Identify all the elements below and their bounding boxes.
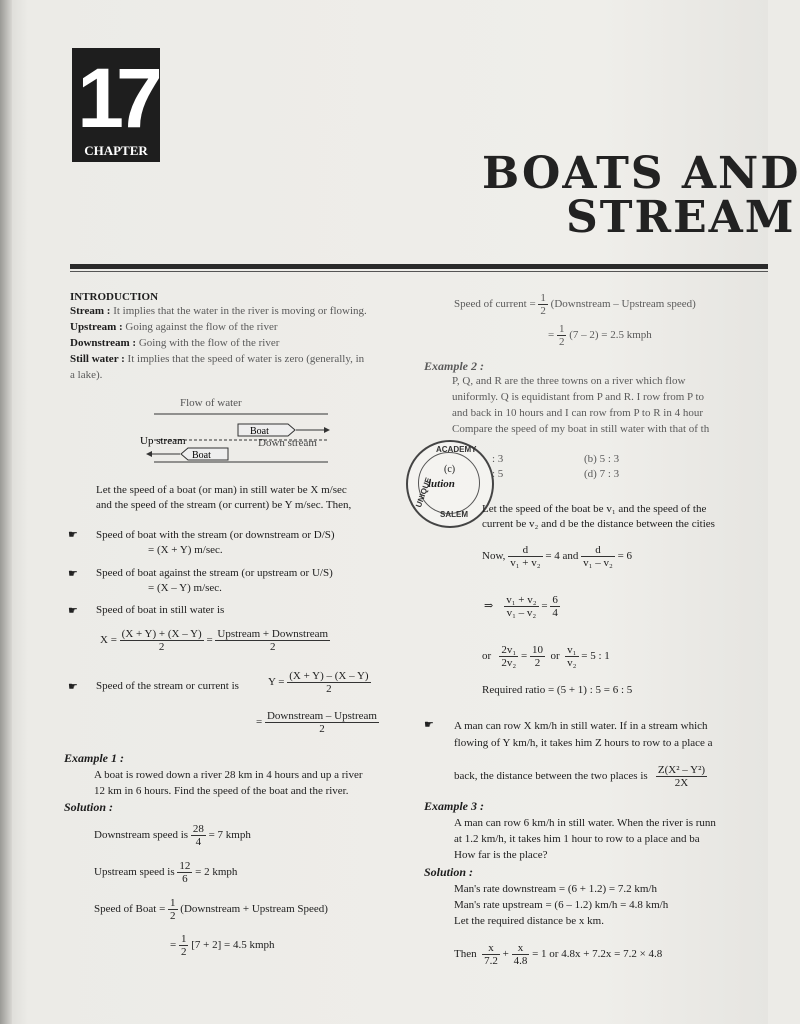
formula-stream-alt: = $\frac{\text{Downstream – Upstream}}{2}$	[256, 710, 377, 735]
example-1-solution: Solution :	[64, 800, 114, 814]
example-3-s3: Let the required distance be x km.	[454, 915, 604, 927]
chapter-label: CHAPTER	[84, 143, 148, 158]
hand-pointer-icon: ☛	[68, 681, 78, 693]
example-1-q2: 12 km in 6 hours. Find the speed of the boat and the river.	[94, 785, 349, 797]
example-2-sol-1: Let the speed of the boat be v₁ and the speed of the	[482, 503, 707, 515]
let-line-1: Let the speed of a boat (or man) in still water be X m/sec	[96, 484, 347, 496]
bullet-upstream: Speed of boat against the stream (or upstream or U/S)	[96, 567, 333, 579]
example-2-ratio-1: ⇒ $\frac{\text{v₁ + v₂}}{\text{v₁ – v₂}}$ = $\frac{6}{4}$	[484, 594, 558, 619]
example-1-heading: Example 1 :	[64, 751, 124, 765]
example-2-heading: Example 2 :	[424, 359, 484, 373]
speed-of-current: Speed of current = $\frac{1}{2}$ (Downstream – Upstream speed)	[454, 292, 696, 317]
chapter-badge	[72, 48, 160, 162]
example-2-ratio-2: or $\frac{\text{2v₁}}{\text{2v₂}}$ = $\frac{10}{2}$ or $\frac{\text{v₁}}{\text{v₂}}$ = 5 : 1	[482, 644, 610, 669]
def-stream: Stream : It implies that the water in the river is moving or flowing.	[70, 305, 367, 317]
hand-pointer-icon: ☛	[68, 529, 78, 541]
example-3-s1: Man's rate downstream = (6 + 1.2) = 7.2 km/h	[454, 883, 657, 895]
bullet-still-water: Speed of boat in still water is	[96, 604, 225, 616]
example-3-s2: Man's rate upstream = (6 – 1.2) km/h = 4.8 km/h	[454, 899, 669, 911]
page-binding-shadow	[0, 0, 12, 1024]
example-2-option-b: (b) 5 : 3	[584, 453, 620, 465]
bullet-downstream: Speed of boat with the stream (or downstream or D/S)	[96, 529, 335, 541]
example-3-q2: at 1.2 km/h, it takes him 1 hour to row to a place and ba	[454, 833, 700, 845]
formula-still-water: X = $\frac{(X + Y) + (X - Y)}{2}$ = $\frac{\text{Upstream + Downstream}}{2}$	[100, 628, 329, 653]
formula-stream: Y = $\frac{(X + Y) - (X - Y)}{2}$	[268, 670, 369, 695]
hand-pointer-icon: ☛	[68, 568, 78, 580]
example-3-q1: A man can row 6 km/h in still water. When the river is runn	[454, 817, 716, 829]
boat-downstream-label: Boat	[250, 426, 269, 437]
example-2-required-ratio: Required ratio = (5 + 1) : 5 = 6 : 5	[482, 684, 633, 696]
example-2-l1: P, Q, and R are the three towns on a river which flow	[452, 375, 686, 387]
ex1-speed-of-boat: Speed of Boat = $\frac{1}{2}$ (Downstream + Upstream Speed)	[94, 897, 328, 922]
speed-of-current-result: = $\frac{1}{2}$ (7 – 2) = 2.5 kmph	[548, 323, 652, 348]
bullet-stream-speed: Speed of the stream or current is	[96, 680, 239, 692]
ex1-speed-of-boat-result: = $\frac{1}{2}$ [7 + 2] = 4.5 kmph	[170, 933, 275, 958]
title-rule	[70, 264, 768, 269]
ex1-upstream-speed: Upstream speed is $\frac{12}{6}$ = 2 kmph	[94, 860, 238, 885]
def-still-water: Still water : It implies that the speed of water is zero (generally, in	[70, 353, 365, 365]
man-rule-line-3: back, the distance between the two places is $\frac{\text{Z(X² – Y²)}}{2X}$	[454, 764, 706, 789]
intro-heading: INTRODUCTION	[70, 291, 159, 303]
man-rule-line-2: flowing of Y km/h, it takes him Z hours to row to a place a	[454, 737, 713, 749]
example-1-q1: A boat is rowed down a river 28 km in 4 hours and up a river	[94, 769, 363, 781]
title-rule-thin	[70, 271, 768, 272]
bullet-upstream-value: = (X – Y) m/sec.	[148, 582, 222, 594]
downstream-label: Down stream	[258, 437, 317, 449]
example-2-l4: Compare the speed of my boat in still water with that of th	[452, 423, 710, 435]
example-2-l3: and back in 10 hours and I can row from P to R in 4 hour	[452, 407, 704, 419]
hand-pointer-icon: ☛	[424, 719, 434, 731]
flow-diagram	[138, 390, 338, 470]
example-3-solution: Solution :	[424, 865, 474, 879]
def-downstream: Downstream : Going with the flow of the river	[70, 337, 280, 349]
def-upstream: Upstream : Going against the flow of the river	[70, 321, 278, 333]
example-2-l2: uniformly. Q is equidistant from P and R. I row from P to	[452, 391, 705, 403]
man-rule-line-1: A man can row X km/h in still water. If in a stream which	[454, 720, 708, 732]
chapter-number: 17	[77, 51, 155, 145]
example-3-then: Then $\frac{x}{7.2}$ + $\frac{x}{4.8}$ = 1 or 4.8x + 7.2x = 7.2 × 4.8	[454, 942, 663, 967]
example-2-option-a: : 3	[492, 453, 504, 465]
chapter-title-line2: STREAM	[566, 192, 796, 243]
example-3-q3: How far is the place?	[454, 849, 548, 861]
ex1-downstream-speed: Downstream speed is $\frac{28}{4}$ = 7 kmph	[94, 823, 251, 848]
example-2-option-c: : 5	[492, 468, 504, 480]
let-line-2: and the speed of the stream (or current) be Y m/sec. Then,	[96, 499, 352, 511]
hand-pointer-icon: ☛	[68, 605, 78, 617]
bullet-downstream-value: = (X + Y) m/sec.	[148, 544, 223, 556]
example-3-heading: Example 3 :	[424, 799, 484, 813]
boat-upstream-label: Boat	[192, 450, 211, 461]
example-2-option-d: (d) 7 : 3	[584, 468, 620, 480]
example-2-sol-2: current be v₂ and d be the distance between the cities	[482, 518, 715, 530]
upstream-label: Up stream	[140, 435, 186, 447]
academy-seal-stamp: ACADEMY UNIQUE SALEM (c) lution	[406, 440, 494, 528]
flow-label: Flow of water	[180, 397, 242, 409]
def-cont: a lake).	[70, 369, 103, 381]
chapter-title-line1: BOATS AND	[482, 148, 800, 199]
example-2-now: Now, $\frac{d}{\text{v₁ + v₂}}$ = 4 and $\frac{d}{\text{v₁ – v₂}}$ = 6	[482, 544, 633, 569]
